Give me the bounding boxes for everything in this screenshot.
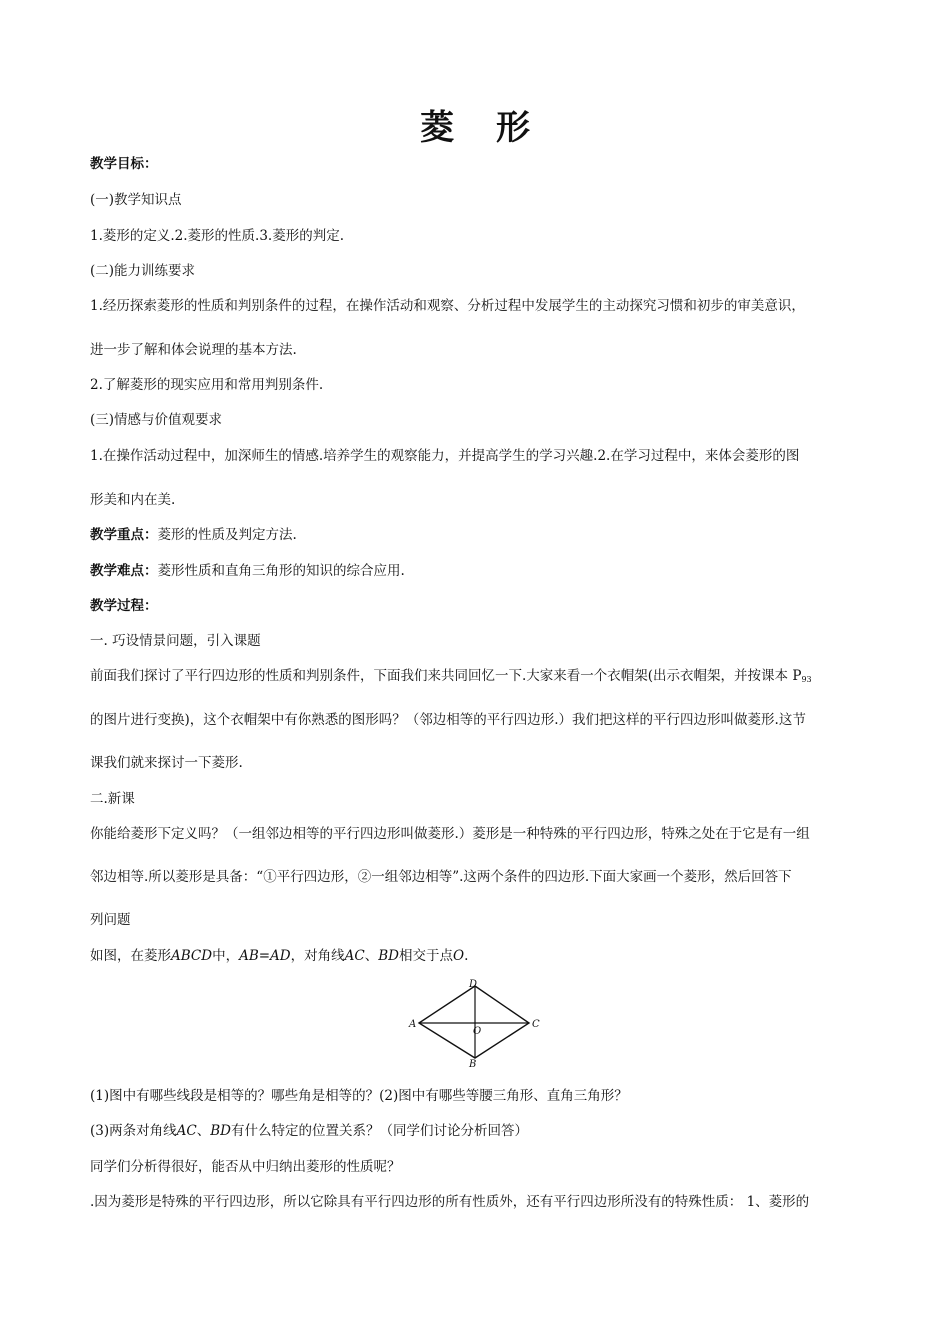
center-label-o: O [473, 1026, 482, 1037]
key-points-label: 教学重点： [90, 527, 158, 543]
section-heading-objectives: 教学目标： [90, 156, 158, 172]
paragraph: 1.经历探索菱形的性质和判别条件的过程，在操作活动和观察、分析过程中发展学生的主动探究习惯和初步的审美意识， [90, 298, 805, 314]
paragraph: 的图片进行变换)，这个衣帽架中有你熟悉的图形吗？（邻边相等的平行四边形.）我们把这样的平行四边形叫做菱形.这节 [90, 712, 806, 728]
paragraph: 一. 巧设情景问题，引入课题 [90, 633, 261, 649]
paragraph: (三)情感与价值观要求 [90, 412, 223, 428]
math-label: AC [176, 1123, 197, 1139]
paragraph [90, 667, 870, 689]
paragraph [90, 947, 870, 965]
math-label: AB=AD [239, 948, 291, 964]
rhombus-outline [419, 986, 529, 1058]
paragraph: 邻边相等.所以菱形是具备：“①平行四边形，②一组邻边相等”.这两个条件的四边形.下面大家画一个菱形，然后回答下 [90, 869, 792, 885]
math-label: BD [378, 948, 399, 964]
math-label: ABCD [171, 948, 213, 964]
paragraph: .因为菱形是特殊的平行四边形，所以它除具有平行四边形的所有性质外，还有平行四边形所没有的特殊性质： 1、菱形的 [90, 1194, 810, 1210]
vertex-label-a: A [409, 1019, 417, 1030]
paragraph: 1.菱形的定义.2.菱形的性质.3.菱形的判定. [90, 228, 345, 244]
difficult-points-label: 教学难点： [90, 563, 158, 579]
paragraph: 2.了解菱形的现实应用和常用判别条件. [90, 377, 324, 393]
vertex-label-c: C [532, 1019, 540, 1030]
text-segment: ，对角线 [290, 948, 345, 964]
paragraph: 你能给菱形下定义吗？（一组邻边相等的平行四边形叫做菱形.）菱形是一种特殊的平行四边形，特殊之处在于它是有一组 [90, 826, 810, 842]
key-points-text: 菱形的性质及判定方法. [157, 527, 297, 543]
paragraph: 1.在操作活动过程中，加深师生的情感.培养学生的观察能力，并提高学生的学习兴趣.2.在学习过程中，来体会菱形的图 [90, 448, 800, 464]
text-segment: . [464, 948, 469, 964]
title-char-2: 形 [496, 108, 530, 148]
section-heading-process: 教学过程： [90, 598, 158, 614]
paragraph: (一)教学知识点 [90, 192, 182, 208]
paragraph: 进一步了解和体会说理的基本方法. [90, 342, 297, 358]
paragraph: 课我们就来探讨一下菱形. [90, 755, 243, 771]
paragraph: 形美和内在美. [90, 492, 176, 508]
text-segment: 有什么特定的位置关系？（同学们讨论分析回答） [230, 1123, 528, 1139]
page-subscript: 93 [801, 675, 812, 684]
rhombus-diagram [405, 978, 545, 1068]
text-segment: 中， [212, 948, 240, 964]
paragraph-text: 前面我们探讨了平行四边形的性质和判别条件，下面我们来共同回忆一下.大家来看一个衣帽架(出示衣帽架，并按课本 P [90, 668, 802, 684]
vertex-label-d: D [469, 979, 478, 990]
text-segment: 、 [196, 1123, 211, 1139]
paragraph: (1)图中有哪些线段是相等的？哪些角是相等的？(2)图中有哪些等腰三角形、直角三角形？ [90, 1088, 628, 1104]
text-segment: 如图，在菱形 [90, 948, 171, 964]
paragraph [90, 1122, 870, 1140]
text-segment: 相交于点 [398, 948, 453, 964]
paragraph: 二.新课 [90, 791, 135, 807]
math-label: BD [210, 1123, 231, 1139]
math-label: O [452, 948, 465, 964]
difficult-points-text: 菱形性质和直角三角形的知识的综合应用. [157, 563, 405, 579]
difficult-points-line [90, 562, 870, 580]
paragraph: 同学们分析得很好，能否从中归纳出菱形的性质呢？ [90, 1159, 401, 1175]
page-title [0, 100, 950, 149]
vertex-label-b: B [469, 1059, 477, 1068]
paragraph: (二)能力训练要求 [90, 263, 196, 279]
key-points-line [90, 526, 870, 544]
title-char-1: 菱 [420, 108, 454, 148]
text-segment: 、 [364, 948, 379, 964]
text-segment: (3)两条对角线 [90, 1123, 177, 1139]
paragraph: 列问题 [90, 912, 131, 928]
math-label: AC [344, 948, 365, 964]
